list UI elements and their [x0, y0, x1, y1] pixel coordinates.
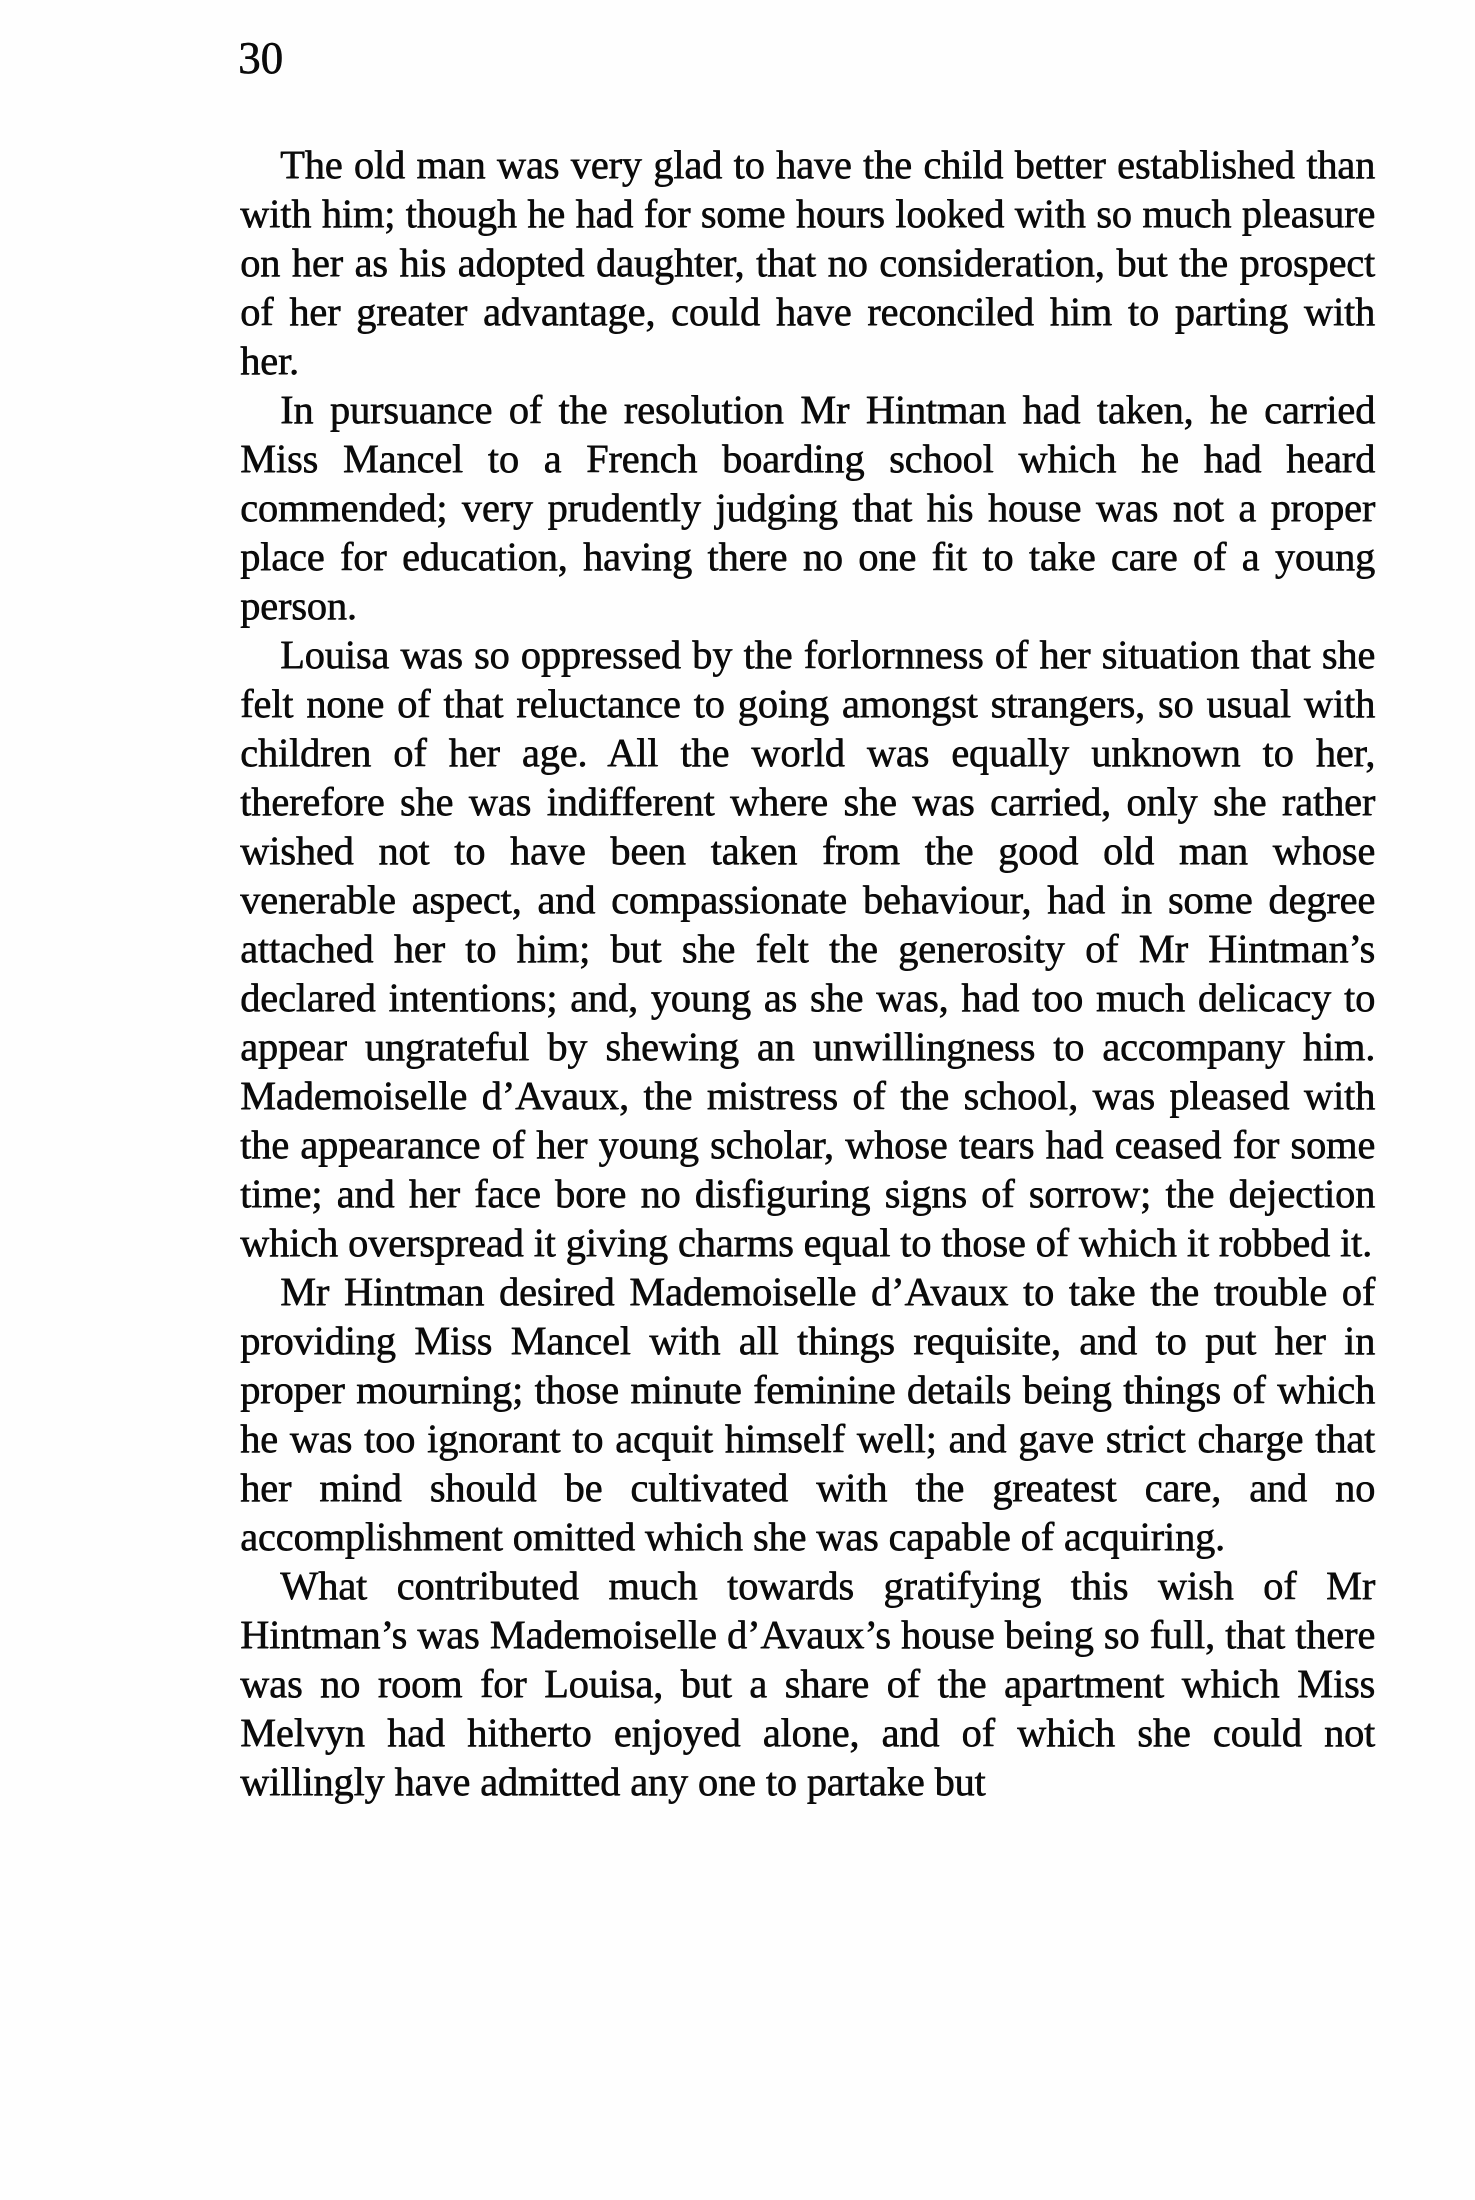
- paragraph-1: The old man was very glad to have the child better established than with him; though he had for some hours looked with so much pleasure on her as his adopted daughter, that no consideration, but the prospect of her greater advantage, could have reconciled him to parting with her.: [240, 142, 1375, 383]
- page-number: 30: [238, 33, 283, 83]
- paragraph-3: Louisa was so oppressed by the forlornness of her situation that she felt none of that reluctance to going amongst strangers, so usual with children of her age. All the world was equally unknown to her, therefore she was indifferent where she was carried, only she rather wished not to have been taken from the good old man whose venerable aspect, and compassionate behaviour, had in some degree attached her to him; but she felt the generosity of Mr Hintman’s declared intentions; and, young as she was, had too much delicacy to appear ungrateful by shewing an unwillingness to accompany him. Mademoiselle d’Avaux, the mistress of the school, was pleased with the appearance of her young scholar, whose tears had ceased for some time; and her face bore no disfiguring signs of sorrow; the dejection which overspread it giving charms equal to those of which it robbed it.: [240, 632, 1375, 1265]
- paragraph-2: In pursuance of the resolution Mr Hintman had taken, he carried Miss Mancel to a French boarding school which he had heard commended; very prudently judging that his house was not a proper place for education, having there no one fit to take care of a young person.: [240, 387, 1375, 628]
- body-text-block: [240, 140, 1375, 1806]
- paragraph-4: Mr Hintman desired Mademoiselle d’Avaux to take the trouble of providing Miss Mancel with all things requisite, and to put her in proper mourning; those minute feminine details being things of which he was too ignorant to acquit himself well; and gave strict charge that her mind should be cultivated with the greatest care, and no accomplishment omitted which she was capable of acquiring.: [240, 1269, 1375, 1559]
- paragraph-5: What contributed much towards gratifying this wish of Mr Hintman’s was Mademoiselle d’Avaux’s house being so full, that there was no room for Louisa, but a share of the apartment which Miss Melvyn had hitherto enjoyed alone, and of which she could not willingly have admitted any one to partake but: [240, 1563, 1375, 1804]
